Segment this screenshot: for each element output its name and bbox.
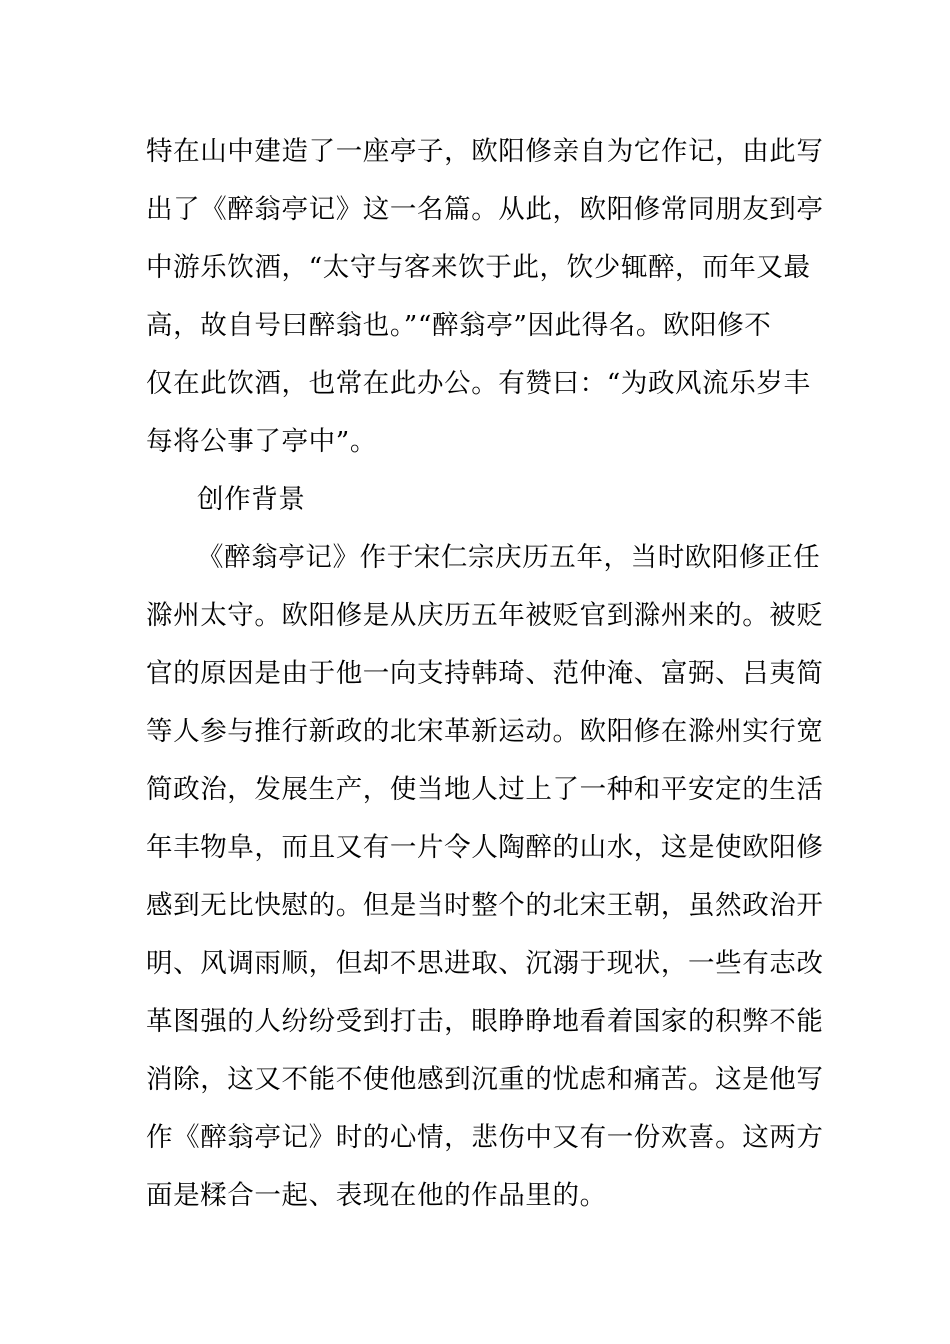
text-line: 年丰物阜，而且又有一片令人陶醉的山水，这是使欧阳修 [146, 832, 824, 863]
text-line: 《醉翁亭记》作于宋仁宗庆历五年，当时欧阳修正任 [197, 542, 821, 573]
text-line: 面是糅合一起、表现在他的作品里的。 [146, 1180, 607, 1211]
text-line: 高，故自号曰醉翁也。”“醉翁亭”因此得名。欧阳修不 [146, 310, 772, 341]
text-line: 仅在此饮酒，也常在此办公。有赞曰：“为政风流乐岁丰 [146, 368, 811, 399]
text-line: 明、风调雨顺，但却不思进取、沉溺于现状，一些有志改 [146, 948, 824, 979]
paragraph-zuiwengting-origin [146, 123, 824, 471]
document-body [146, 123, 824, 1225]
text-line: 特在山中建造了一座亭子，欧阳修亲自为它作记，由此写 [146, 136, 824, 167]
text-line: 滁州太守。欧阳修是从庆历五年被贬官到滁州来的。被贬 [146, 600, 824, 631]
text-line: 简政治，发展生产，使当地人过上了一种和平安定的生活 [146, 774, 824, 805]
text-line: 革图强的人纷纷受到打击，眼睁睁地看着国家的积弊不能 [146, 1006, 824, 1037]
section-heading: 创作背景 [197, 484, 306, 515]
text-line: 等人参与推行新政的北宋革新运动。欧阳修在滁州实行宽 [146, 716, 824, 747]
text-line: 每将公事了亭中”。 [146, 426, 377, 457]
text-line: 中游乐饮酒，“太守与客来饮于此，饮少辄醉，而年又最 [146, 252, 811, 283]
text-line: 感到无比快慰的。但是当时整个的北宋王朝，虽然政治开 [146, 890, 824, 921]
text-line: 官的原因是由于他一向支持韩琦、范仲淹、富弼、吕夷简 [146, 658, 824, 689]
paragraph-creation-background [146, 529, 824, 1225]
text-line: 作《醉翁亭记》时的心情，悲伤中又有一份欢喜。这两方 [146, 1122, 824, 1153]
text-line: 出了《醉翁亭记》这一名篇。从此，欧阳修常同朋友到亭 [146, 194, 824, 225]
text-line: 消除，这又不能不使他感到沉重的忧虑和痛苦。这是他写 [146, 1064, 824, 1095]
